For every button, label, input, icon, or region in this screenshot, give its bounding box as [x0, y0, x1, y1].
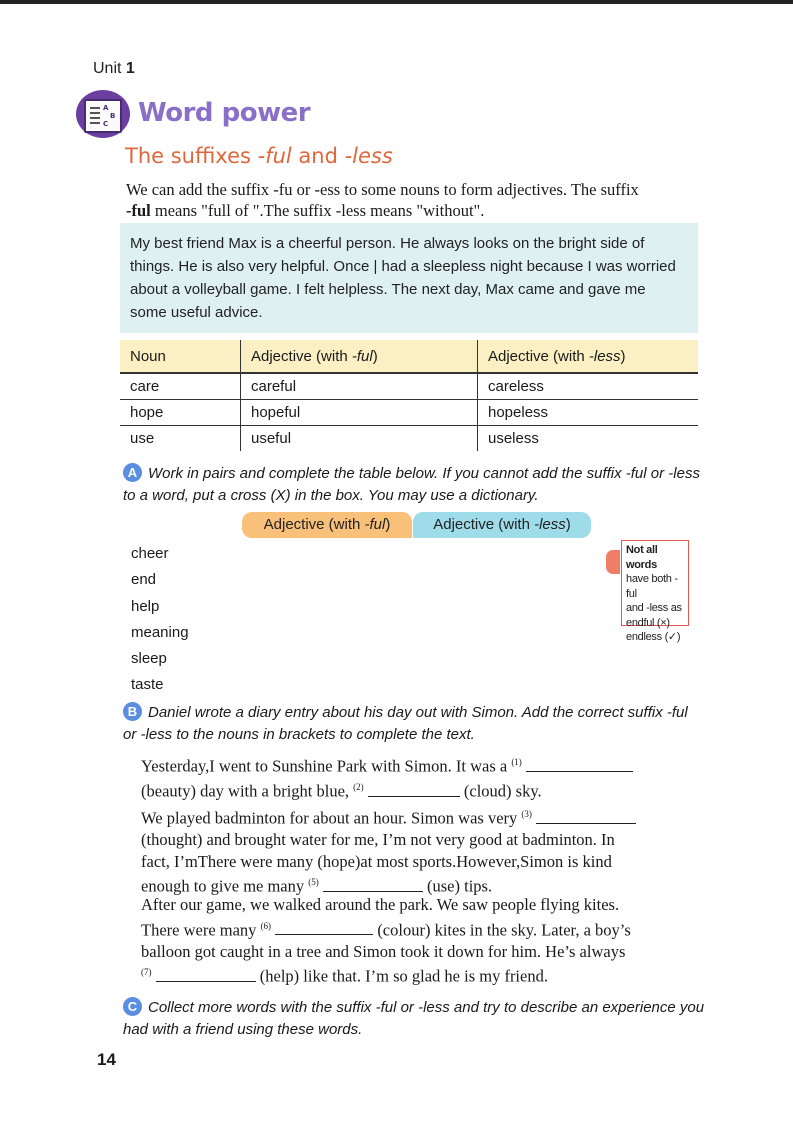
header-ful: Adjective (with -ful) [241, 340, 478, 373]
blank-3[interactable] [536, 809, 636, 824]
list-item: taste [131, 676, 164, 694]
unit-number: 1 [125, 60, 135, 77]
unit-prefix: Unit [93, 60, 122, 77]
abc-letters: A B C [103, 104, 116, 128]
task-c-badge: C [123, 997, 142, 1016]
column-header-ful: Adjective (with -ful) [242, 512, 412, 538]
table-row: care careful careless [120, 373, 698, 400]
column-header-less: Adjective (with -less) [413, 512, 591, 538]
task-b-instruction: B Daniel wrote a diary entry about his day out with Simon. Add the correct suffix -ful or -less to the nouns in brackets to complete the text. [123, 704, 688, 743]
list-item: sleep [131, 650, 167, 668]
text-lines-icon [90, 107, 100, 127]
list-item: cheer [131, 545, 169, 562]
tip-note: Not all words have both -ful and -less as endful (×) endless (✓) [621, 540, 689, 626]
task-c-instruction: C Collect more words with the suffix -ful or -less and try to describe an experience you had with a friend using these words. [123, 999, 705, 1038]
reading-passage: My best friend Max is a cheerful person. He always looks on the bright side of things. He is also very helpful. Once | had a sleepless night because I was worried about a volleyball game. I felt helpless. The next day, Max came and gave me some useful advice. [120, 223, 698, 333]
page-number: 14 [97, 1050, 116, 1069]
blank-6[interactable] [275, 920, 373, 935]
list-item: help [131, 597, 160, 615]
blank-2[interactable] [368, 782, 460, 797]
task-a-badge: A [123, 463, 142, 482]
header-less: Adjective (with -less) [478, 340, 699, 373]
header-noun: Noun [120, 340, 241, 373]
task-b-badge: B [123, 702, 142, 721]
table-row: hope hopeful hopeless [120, 400, 698, 426]
word-list [131, 541, 189, 699]
list-item: meaning [131, 623, 189, 641]
word-power-book-icon [76, 90, 130, 138]
diary-paragraph-3: After our game, we walked around the park. We saw people flying kites. There were many $^{(6)}$ (colour) kites in the sky. Later, a boy’s balloon got caught in a tree and Simon took it down for him. He’s always $^{(7)}$ (help) like that. I’m so glad he is my friend. [141, 895, 631, 986]
blank-7[interactable] [156, 967, 256, 982]
lesson-subtitle: The suffixes -ful and -less [125, 144, 393, 168]
unit-label [93, 60, 135, 78]
tip-marker-icon [606, 550, 620, 574]
task-a-instruction: A Work in pairs and complete the table below. If you cannot add the suffix -ful or -less to a word, put a cross (X) in the box. You may use a dictionary. [123, 465, 700, 504]
diary-paragraph-1: Yesterday,I went to Sunshine Park with Simon. It was a $^{(1)}$ (beauty) day with a bright blue, $^{(2)}$ (cloud) sky. [141, 752, 701, 802]
intro-text: We can add the suffix -fu or -ess to some nouns to form adjectives. The suffix -ful means "full of ".The suffix -less means "without". [126, 180, 639, 220]
section-title: Word power [138, 98, 311, 128]
blank-5[interactable] [323, 877, 423, 892]
top-border [0, 0, 793, 4]
book-icon [84, 99, 122, 133]
blank-1[interactable] [526, 757, 633, 772]
table-header-row [120, 340, 698, 373]
diary-paragraph-2: We played badminton for about an hour. Simon was very $^{(3)}$ (thought) and brought water for me, I’m not very good at badminton. In fact, I’mThere were many (hope)at most sports.However,Simon is kind enough to give me many $^{(5)}$ (use) tips. [141, 804, 701, 897]
suffix-table [120, 340, 698, 451]
table-row: use useful useless [120, 426, 698, 452]
list-item: end [131, 571, 157, 589]
